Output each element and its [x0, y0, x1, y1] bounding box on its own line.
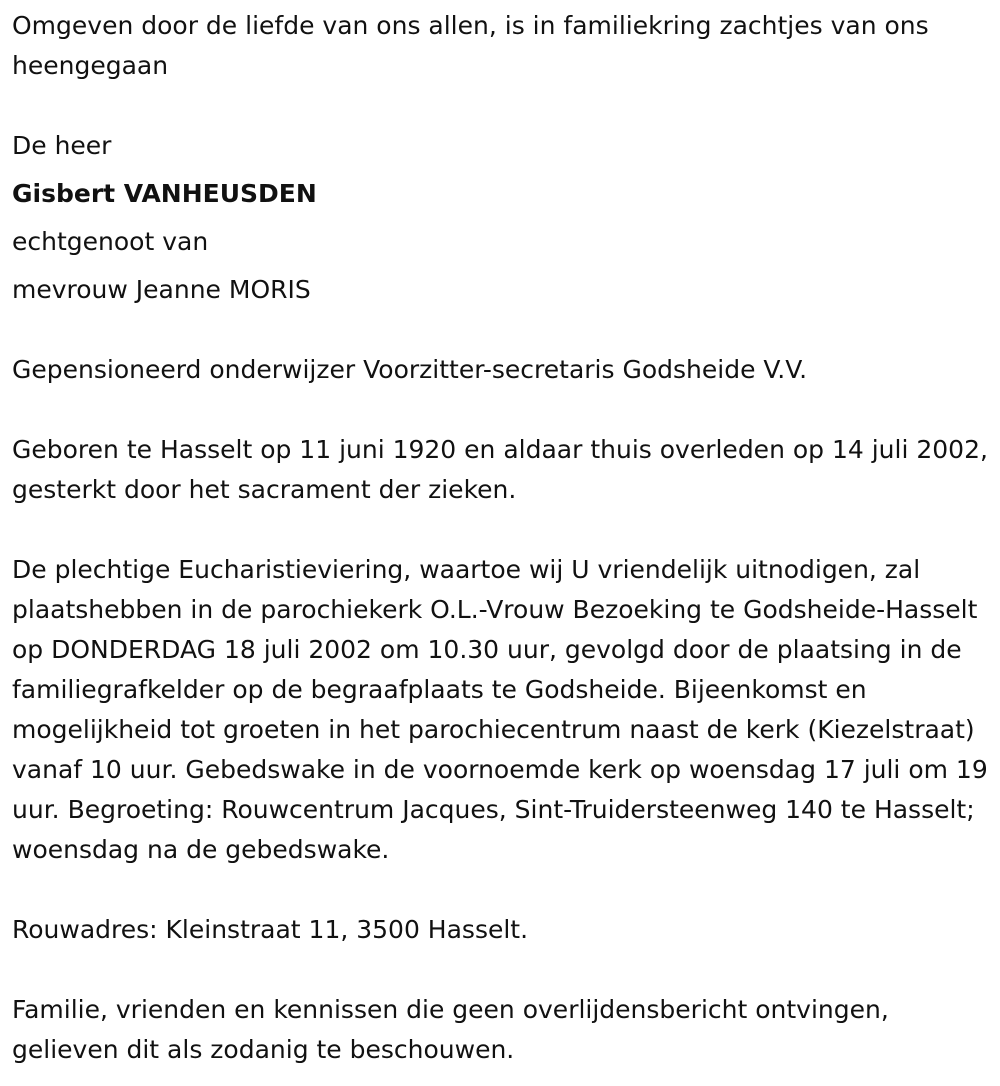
spacer — [12, 390, 988, 430]
spacer — [12, 950, 988, 990]
birth-death-text: Geboren te Hasselt op 11 juni 1920 en aldaar thuis overleden op 14 juli 2002, gesterkt door het sacrament der zieken. — [12, 435, 988, 504]
spacer — [12, 870, 988, 910]
intro-text: Omgeven door de liefde van ons allen, is in familiekring zachtjes van ons heengegaan — [12, 11, 929, 80]
deceased-name: Gisbert VANHEUSDEN — [12, 179, 317, 208]
closing-text: Familie, vrienden en kennissen die geen overlijdensbericht ontvingen, gelieven dit als zodanig te beschouwen. — [12, 995, 889, 1064]
mourning-address: Rouwadres: Kleinstraat 11, 3500 Hasselt. — [12, 915, 529, 944]
occupation-text: Gepensioneerd onderwijzer Voorzitter-secretaris Godsheide V.V. — [12, 355, 808, 384]
spacer — [12, 310, 988, 350]
ceremony-text: De plechtige Eucharistieviering, waartoe wij U vriendelijk uitnodigen, zal plaatshebben in de parochiekerk O.L.-Vrouw Bezoeking te Godsheide-Hasselt op DONDERDAG 18 juli 2002 om 10.30 uur, gevolgd door de plaatsing in de familiegrafkelder op de begraafplaats te Godsheide. Bijeenkomst en mogelijkheid tot groeten in het parochiecentrum naast de kerk (Kiezelstraat) vanaf 10 uur. Gebedswake in de voornoemde kerk op woensdag 17 juli om 19 uur. Begroeting: Rouwcentrum Jacques, Sint-Truidersteenweg 140 te Hasselt; woensdag na de gebedswake. — [12, 555, 988, 864]
spouse-prefix: echtgenoot van — [12, 227, 209, 256]
spacer — [12, 86, 988, 126]
salutation: De heer — [12, 131, 112, 160]
spacer — [12, 510, 988, 550]
spouse-name: mevrouw Jeanne MORIS — [12, 275, 311, 304]
